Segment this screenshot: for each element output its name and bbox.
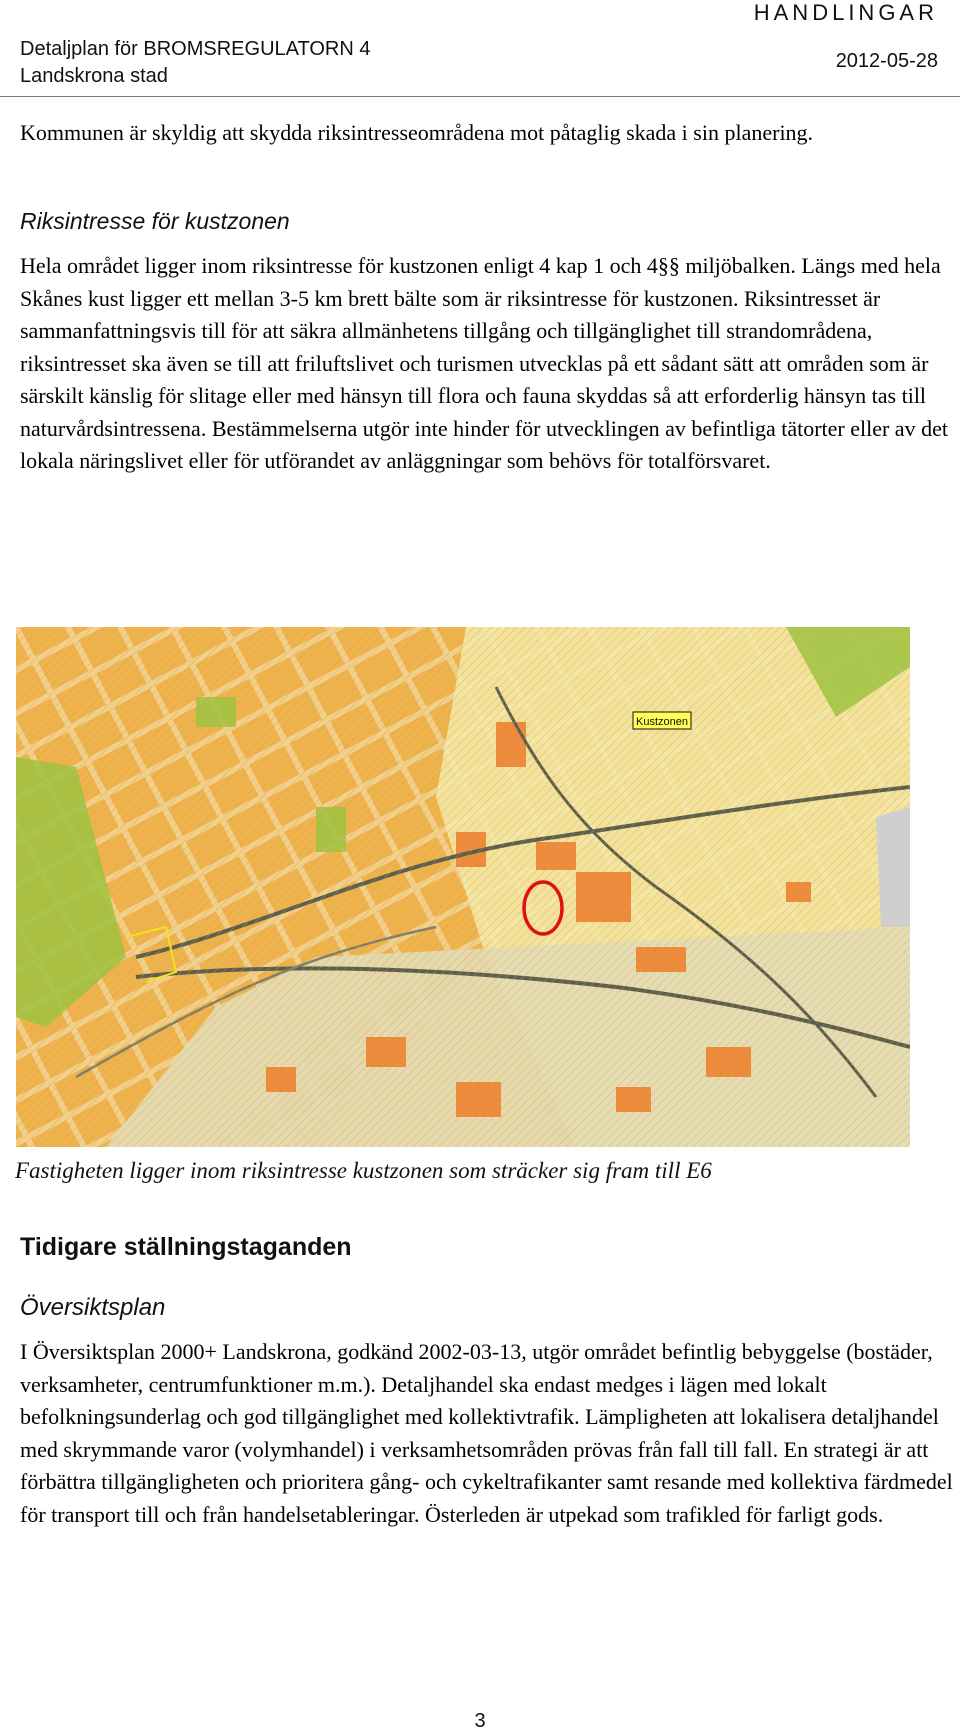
overview-plan-paragraph: I Översiktsplan 2000+ Landskrona, godkänd 2002-03-13, utgör området befintlig bebyggelse (bostäder, verksamheter, centrumfunktioner m.m.). Detaljhandel ska endast medges i lägen med lokalt befolkningsunderlag och god tillgänglighet med kollektivtrafik. Lämpligheten att lokalisera detaljhandel med skrymmande varor (volymhandel) i verksamhetsområden prövas från fall till fall. En strategi är att förbättra tillgängligheten och prioritera gång- och cykeltrafikanter samt resande med kollektiva färdmedel för transport till och från handelsetableringar. Österleden är utpekad som trafikled för farligt gods. — [20, 1339, 953, 1527]
plan-title: Detaljplan för BROMSREGULATORN 4 — [20, 38, 371, 60]
coastal-paragraph: Hela området ligger inom riksintresse för kustzonen enligt 4 kap 1 och 4§§ miljöbalken. Längs med hela Skånes kust ligger ett mellan 3-5 km brett bälte som är riksintresse för kustzonen. Riksintresset är sammanfattningsvis till för att säkra allmänhetens tillgång och tillgänglighet till strandområdena, riksintresset ska även se till att friluftslivet och turismen utvecklas på ett sådant sätt att områden som är särskilt känslig för slitage eller med hänsyn till flora och fauna skyddas så att erforderlig hänsyn tas till naturvårdsintressena. Bestämmelserna utgör inte hinder för utvecklingen av befintliga tätorter eller av det lokala näringslivet eller för utförandet av anläggningar som behövs för totalförsvaret. — [20, 253, 948, 473]
intro-paragraph: Kommunen är skyldig att skydda riksintresseområdena mot påtaglig skada i sin planering. — [20, 120, 814, 145]
map-hatch-overlay — [16, 627, 910, 1147]
previous-heading: Tidigare ställningstaganden — [20, 1233, 352, 1261]
coastal-heading: Riksintresse för kustzonen — [20, 208, 290, 234]
doc-type-label: HANDLINGAR — [753, 0, 938, 25]
document-header — [20, 36, 370, 90]
map-caption: Fastigheten ligger inom riksintresse kustzonen som sträcker sig fram till E6 — [15, 1158, 712, 1183]
map-label-kustzonen — [633, 712, 691, 729]
doc-date: 2012-05-28 — [835, 50, 938, 72]
header-divider — [0, 96, 960, 97]
overview-plan-subheading: Översiktsplan — [20, 1294, 166, 1321]
map-label-text: Kustzonen — [636, 716, 688, 728]
map-grey-area — [876, 807, 910, 927]
page-number: 3 — [474, 1710, 486, 1732]
municipality: Landskrona stad — [20, 65, 168, 87]
coastal-zone-map — [16, 627, 910, 1147]
